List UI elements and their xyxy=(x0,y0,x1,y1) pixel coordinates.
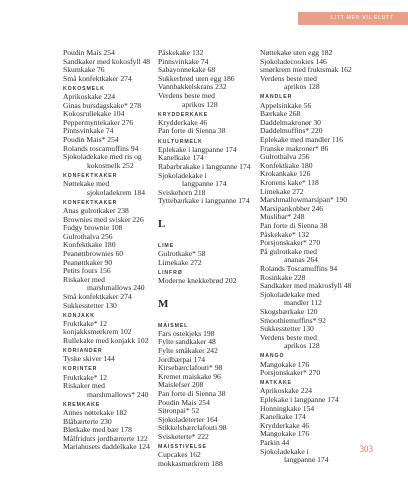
index-entry: Porsjonskaker* 270 xyxy=(260,238,321,248)
index-entry: Sandkaker med kokosfyll 48 xyxy=(63,56,151,66)
index-entry: Nøttekake med xyxy=(63,179,110,189)
index-entry: Jordbærpai 174 xyxy=(158,354,206,364)
index-entry: ananas 264 xyxy=(284,255,318,265)
index-column-2 xyxy=(158,49,258,468)
index-entry: Honningkake 154 xyxy=(260,403,315,413)
section-heading: KORIANDER xyxy=(63,348,103,355)
section-heading: KOKOSMELK xyxy=(63,85,105,92)
index-entry: Limekake 272 xyxy=(158,257,202,267)
index-entry: Muslibar* 248 xyxy=(260,212,305,222)
index-entry: Porsjonskaker* 270 xyxy=(260,368,321,378)
index-entry: Annes nøttekake 182 xyxy=(63,408,128,418)
index-entry: Kremet maiskake 96 xyxy=(158,371,221,381)
index-entry: Verdens beste med xyxy=(260,332,317,342)
index-entry: Tyttebærkake i langpanne 174 xyxy=(158,196,250,206)
index-entry: Fars ostekjeks 198 xyxy=(158,328,215,338)
section-heading: KONJAKK xyxy=(63,312,95,319)
index-entry: Maislefser 208 xyxy=(158,380,204,390)
index-column-1 xyxy=(63,49,155,452)
alphabet-letter-heading: L xyxy=(158,217,166,230)
index-entry: aprikos 128 xyxy=(284,82,320,92)
index-entry: Riskaker med xyxy=(63,274,105,284)
index-entry: Kanelkake 174 xyxy=(158,153,204,163)
alphabet-letter-heading: M xyxy=(158,297,169,310)
index-entry: Poudin Mais* 254 xyxy=(63,135,119,145)
index-entry: Mangokake 176 xyxy=(260,429,310,439)
index-entry: Kokosrullekake 104 xyxy=(63,109,125,119)
index-entry: Eplekake med mandler 116 xyxy=(260,135,344,145)
index-entry: Eplekake i langpanne 174 xyxy=(158,144,237,154)
index-entry: sjokoladekrem 184 xyxy=(87,187,145,197)
section-heading: MAISMEL xyxy=(158,322,189,329)
index-entry: Appelsinkake 56 xyxy=(260,100,312,110)
index-entry: Peanøttkaker 90 xyxy=(63,257,113,267)
index-entry: marshmallows* 240 xyxy=(87,389,149,399)
index-entry: Fylte sandkaker 48 xyxy=(158,337,216,347)
section-heading: MAISSTIVELSE xyxy=(158,444,207,451)
index-entry: Kirsebærclafouti* 98 xyxy=(158,363,223,373)
index-column-3 xyxy=(260,49,370,465)
section-heading: KORINTER xyxy=(63,366,98,373)
index-entry: Vannbakkelskrans 232 xyxy=(158,82,227,92)
index-entry: Påskekake 132 xyxy=(158,48,204,57)
index-entry: Poudin Mais 254 xyxy=(158,397,210,407)
index-entry: Sviskehorn 218 xyxy=(158,187,206,197)
index-entry: kokosmelk 252 xyxy=(87,160,134,170)
index-entry: Konfektkake 180 xyxy=(63,240,116,250)
index-entry: Sitronpai* 52 xyxy=(158,406,200,416)
index-entry: Fruktkake* 12 xyxy=(63,318,108,328)
index-entry: Ginas bursdagskake* 278 xyxy=(63,100,142,110)
section-heading: KONFEKTKAKER xyxy=(63,172,118,179)
section-heading: KULTURMELK xyxy=(158,138,203,145)
index-entry: Rolands toscamuffins 94 xyxy=(63,143,139,153)
index-entry: Pan forte di Sienna 38 xyxy=(260,220,328,230)
index-entry: Parkin 44 xyxy=(260,438,290,448)
index-entry: Små konfektkaker 274 xyxy=(63,73,132,83)
index-entry: Fudgy brownie 108 xyxy=(63,223,123,233)
index-entry: Små konfektkaker 274 xyxy=(63,291,132,301)
index-entry: Rabarbrakake i langpanne 174 xyxy=(158,161,251,171)
index-entry: Rosinkake 228 xyxy=(260,272,306,282)
index-entry: Påskekake* 132 xyxy=(260,229,310,239)
index-entry: Franske makroner* 86 xyxy=(260,143,329,153)
index-entry: Målfridurs jordbærterte 122 xyxy=(63,433,148,443)
index-entry: Konfektkake 180 xyxy=(260,160,313,170)
index-entry: Sjokoladecookies 146 xyxy=(260,56,327,66)
index-entry: Bærkake 268 xyxy=(260,109,301,119)
index-entry: Skogsbærkake 120 xyxy=(260,306,318,316)
index-entry: Smoothiemuffins* 92 xyxy=(260,315,326,325)
index-entry: konjakksmørkrem 102 xyxy=(63,327,132,337)
index-entry: Petits fours 156 xyxy=(63,266,111,276)
index-entry: Bløtkake med bær 178 xyxy=(63,425,132,435)
index-entry: Blåbærterte 230 xyxy=(63,416,112,426)
index-entry: Rolands Toscamuffins 94 xyxy=(260,263,338,273)
section-heading: KREMKAKE xyxy=(63,401,101,408)
index-entry: Krydderkake 46 xyxy=(158,117,208,127)
section-heading: KONFEKTKAKER xyxy=(63,199,118,206)
index-entry: Verdens beste med xyxy=(158,90,215,100)
index-entry: Svisketerte* 222 xyxy=(158,431,209,441)
section-heading: MANGO xyxy=(260,353,285,360)
index-entry: Gulrotkake* 58 xyxy=(158,249,206,259)
index-entry: Krydderkake 46 xyxy=(260,420,310,430)
index-entry: Pan forte di Sienna 38 xyxy=(158,388,226,398)
index-entry: Sjokoladekake med ris og xyxy=(63,152,142,162)
index-entry: mandler 112 xyxy=(284,298,322,308)
index-entry: Sukkerbrød uten egg 186 xyxy=(158,73,235,83)
page-number: 303 xyxy=(359,444,373,454)
index-entry: Moderne knekkebrød 202 xyxy=(158,276,237,285)
index-entry: Fruktkake* 12 xyxy=(63,372,108,382)
section-heading: LIME xyxy=(158,242,174,249)
index-entry: Pan forte di Sienna 38 xyxy=(158,126,226,136)
index-entry: Anas gulrotkaker 238 xyxy=(63,206,129,216)
index-entry: aprikos 128 xyxy=(284,341,320,351)
section-heading: MANDLER xyxy=(260,94,293,101)
index-entry: Tyske skiver 144 xyxy=(63,354,115,364)
index-entry: Peanøttbrownies 60 xyxy=(63,248,124,258)
index-entry: Krokankake 126 xyxy=(260,169,311,179)
index-entry: Marshmallowmarsipan* 190 xyxy=(260,195,348,205)
section-heading: MATKAKE xyxy=(260,380,292,387)
index-entry: smørkrem med fruktsmak 162 xyxy=(260,65,352,75)
index-entry: Sandkaker med makrosfyll 48 xyxy=(260,281,352,291)
index-entry: Aprikoskake 224 xyxy=(63,92,116,102)
index-entry: På gulrotkake med xyxy=(260,246,317,256)
index-entry: mokkasmørkrem 188 xyxy=(158,458,223,468)
index-entry: Daddelmakronør 30 xyxy=(260,117,321,127)
index-entry: Kanelkake 174 xyxy=(260,412,306,422)
index-entry: Fylte småkaker 242 xyxy=(158,345,218,355)
index-entry: Stikkelsbærclafouti 98 xyxy=(158,423,227,433)
index-entry: Sukkesstetter 130 xyxy=(260,324,314,334)
running-header: LITT MER VIL ELUTT xyxy=(298,12,408,25)
index-entry: Pinnsvinkake 74 xyxy=(63,126,114,136)
index-entry: Rullekake med konjakk 102 xyxy=(63,336,149,346)
index-entry: Eplekake i langpanne 174 xyxy=(260,395,339,405)
index-entry: Poudin Mais 254 xyxy=(63,48,115,57)
index-entry: Sjokoladekake med xyxy=(260,289,320,299)
index-entry: Sabayonnekake 68 xyxy=(158,65,216,75)
index-entry: Aprikoskake 224 xyxy=(260,386,313,396)
index-entry: aprikos 128 xyxy=(182,99,218,109)
index-entry: Kronens kake* 118 xyxy=(260,178,319,188)
index-entry: Verdens beste med xyxy=(260,73,317,83)
index-entry: Brownies med svisker 226 xyxy=(63,214,144,224)
index-entry: Marsipankobber 246 xyxy=(260,203,324,213)
index-entry: Mangokake 176 xyxy=(260,359,310,369)
index-entry: Mariahusets daddelkake 124 xyxy=(63,442,150,452)
index-entry: langpanne 174 xyxy=(284,455,329,465)
index-entry: Sjokoladeterter 164 xyxy=(158,414,218,424)
section-heading: LINFRØ xyxy=(158,269,183,276)
index-entry: langpanne 174 xyxy=(182,179,227,189)
index-entry: Gulrothalva 256 xyxy=(260,152,310,162)
index-entry: Riskaker med xyxy=(63,381,105,391)
index-entry: Sukkesstetter 130 xyxy=(63,300,117,310)
index-entry: Daddelmuffins* 220 xyxy=(260,126,323,136)
index-entry: Gulrothalva 256 xyxy=(63,231,113,241)
index-entry: Sjokoladekake i xyxy=(158,170,207,180)
index-entry: Nøttekake uten egg 182 xyxy=(260,48,333,57)
index-entry: Skumkake 76 xyxy=(63,65,105,75)
index-entry: Peppermyntekaker 276 xyxy=(63,117,134,127)
index-entry: Cupcakes 162 xyxy=(158,450,201,460)
index-entry: Limekake 272 xyxy=(260,186,304,196)
index-entry: Pinnsvinkake 74 xyxy=(158,56,209,66)
section-heading: KRYDDERKAKE xyxy=(158,111,209,118)
index-entry: Sjokoladekake i xyxy=(260,446,309,456)
index-entry: marshmallows 240 xyxy=(87,283,145,293)
